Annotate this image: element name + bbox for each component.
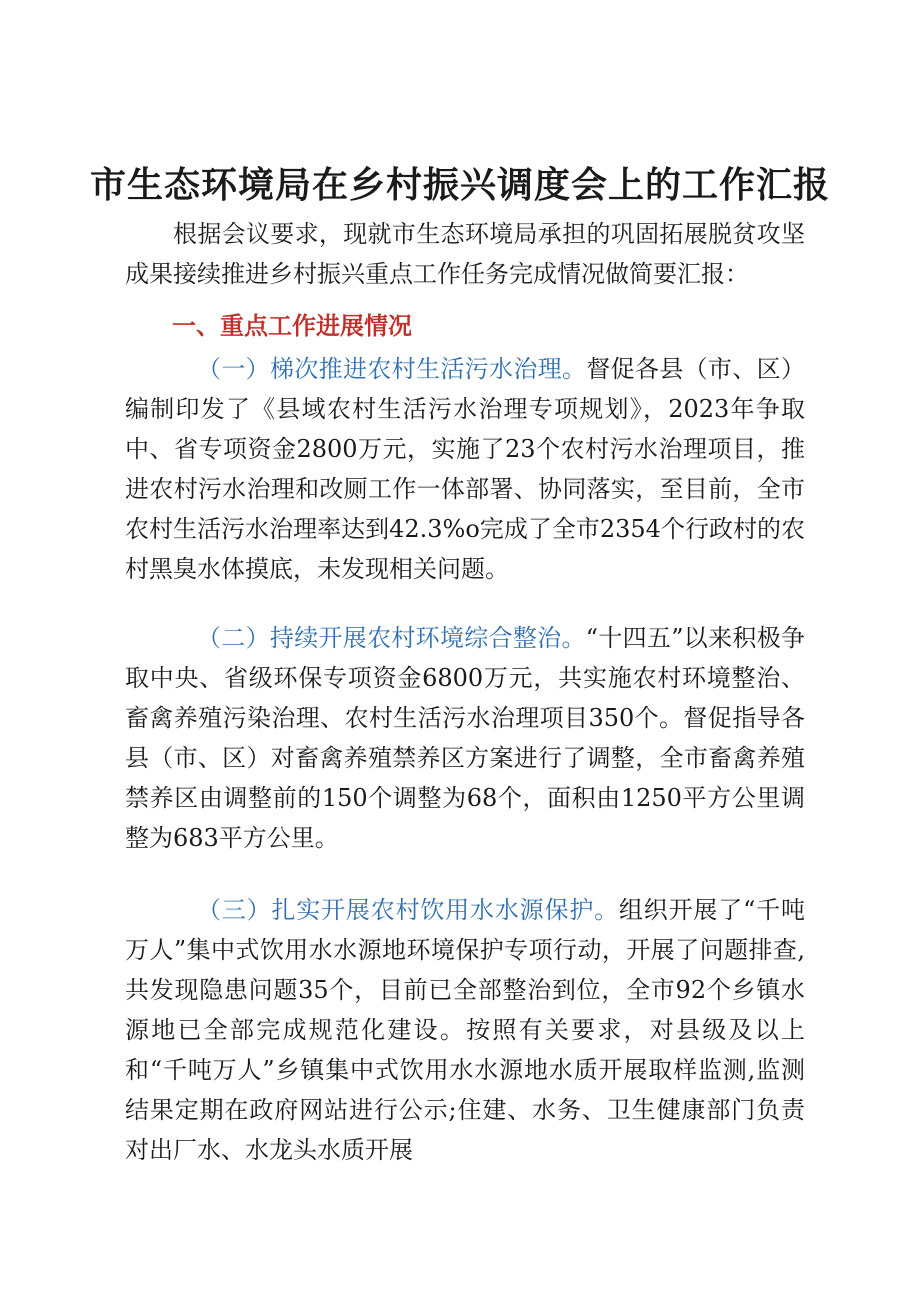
intro-paragraph: 根据会议要求，现就市生态环境局承担的巩固拓展脱贫攻坚成果接续推进乡村振兴重点工作任务完成情况做简要汇报：	[125, 220, 805, 288]
paragraph-sewage	[125, 349, 805, 589]
document-title: 市生态环境局在乡村振兴调度会上的工作汇报	[89, 165, 830, 206]
paragraph-text: 督促各县（市、区）编制印发了《县域农村生活污水治理专项规划》，2023年争取中、省专项资金2800万元，实施了23个农村污水治理项目，推进农村污水治理和改厕工作一体部署、协同落实，至目前，全市农村生活污水治理率达到42.3%o完成了全市2354个行政村的农村黑臭水体摸底，未发现相关问题。	[125, 355, 806, 583]
paragraph-subtitle: （一）梯次推进农村生活污水治理。	[197, 355, 587, 383]
paragraph-subtitle: （三）扎实开展农村饮用水水源保护。	[197, 896, 619, 924]
paragraph-environment	[125, 618, 805, 858]
paragraph-text: 组织开展了“千吨万人”集中式饮用水水源地环境保护专项行动，开展了问题排查,共发现隐患问题35个，目前已全部整治到位，全市92个乡镇水源地已全部完成规范化建设。按照有关要求，对县级及以上和“千吨万人”乡镇集中式饮用水水源地水质开展取样监测,监测结果定期在政府网站进行公示;住建、水务、卫生健康部门负责对出厂水、水龙头水质开展	[125, 896, 805, 1164]
section-heading: 一、重点工作进展情况	[172, 312, 412, 340]
paragraph-subtitle: （二）持续开展农村环境综合整治。	[197, 624, 586, 652]
paragraph-water-source	[125, 890, 805, 1170]
paragraph-text: “十四五”以来积极争取中央、省级环保专项资金6800万元，共实施农村环境整治、畜禽养殖污染治理、农村生活污水治理项目350个。督促指导各县（市、区）对畜禽养殖禁养区方案进行了调整，全市畜禽养殖禁养区由调整前的150个调整为68个，面积由1250平方公里调整为683平方公里。	[125, 624, 806, 852]
